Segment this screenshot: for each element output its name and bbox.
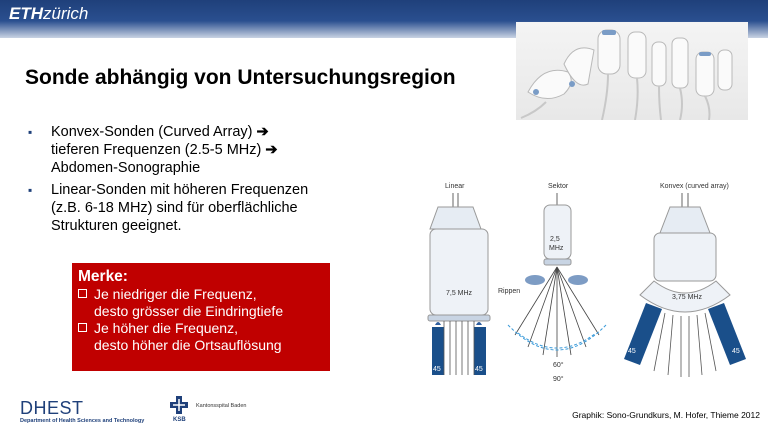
merke-box xyxy=(72,263,330,371)
ksb-logo-icon xyxy=(170,396,188,414)
dhest-department: Department of Health Sciences and Technology xyxy=(20,418,145,424)
svg-text:45: 45 xyxy=(732,348,740,355)
angle-60: 60° xyxy=(553,362,564,369)
konvex-probe xyxy=(624,183,746,377)
linear-freq: 7,5 MHz xyxy=(446,290,473,297)
merke-title: Merke: xyxy=(78,268,128,285)
probe-photo xyxy=(516,22,748,120)
sektor-freq: 2,5 xyxy=(550,236,560,243)
checkbox-icon xyxy=(78,289,87,298)
svg-text:45: 45 xyxy=(433,366,441,373)
rippen-label: Rippen xyxy=(498,288,521,295)
sektor-label: Sektor xyxy=(548,183,569,190)
eth-logo: ETHzürich xyxy=(9,4,89,23)
svg-text:45: 45 xyxy=(628,348,636,355)
dhest-logo: DHEST xyxy=(20,398,84,418)
merke-item: Je niedriger die Frequenz, desto grösser die Eindringtiefe xyxy=(78,286,324,320)
checkbox-icon xyxy=(78,323,87,332)
angle-90: 90° xyxy=(553,376,564,383)
konvex-freq: 3,75 MHz xyxy=(672,294,702,301)
bullet-list xyxy=(25,123,385,239)
bullet-convex: ▪ Konvex-Sonden (Curved Array) ➔ tieferen Frequenzen (2.5-5 MHz) ➔ Abdomen-Sonographie xyxy=(25,123,385,177)
arrow-icon: ➔ xyxy=(265,142,278,158)
probe-diagram xyxy=(410,175,765,390)
konvex-label: Konvex (curved array) xyxy=(660,183,729,190)
ksb-name: Kantonsspital Baden xyxy=(196,403,247,409)
slide-title: Sonde abhängig von Untersuchungsregion xyxy=(25,66,456,89)
bullet-linear: ▪ Linear-Sonden mit höheren Frequenzen (z.B. 6-18 MHz) sind für oberflächliche Strukturen geeignet. xyxy=(25,181,385,235)
arrow-icon: ➔ xyxy=(256,124,269,140)
svg-text:MHz: MHz xyxy=(549,245,564,252)
linear-probe xyxy=(428,183,490,375)
ksb-short: KSB xyxy=(173,417,186,423)
merke-item: Je höher die Frequenz, desto höher die Ortsauflösung xyxy=(78,320,324,354)
image-credit: Graphik: Sono-Grundkurs, M. Hofer, Thieme 2012 xyxy=(572,410,760,420)
sektor-probe xyxy=(498,183,606,383)
linear-label: Linear xyxy=(445,183,465,190)
svg-text:45: 45 xyxy=(475,366,483,373)
